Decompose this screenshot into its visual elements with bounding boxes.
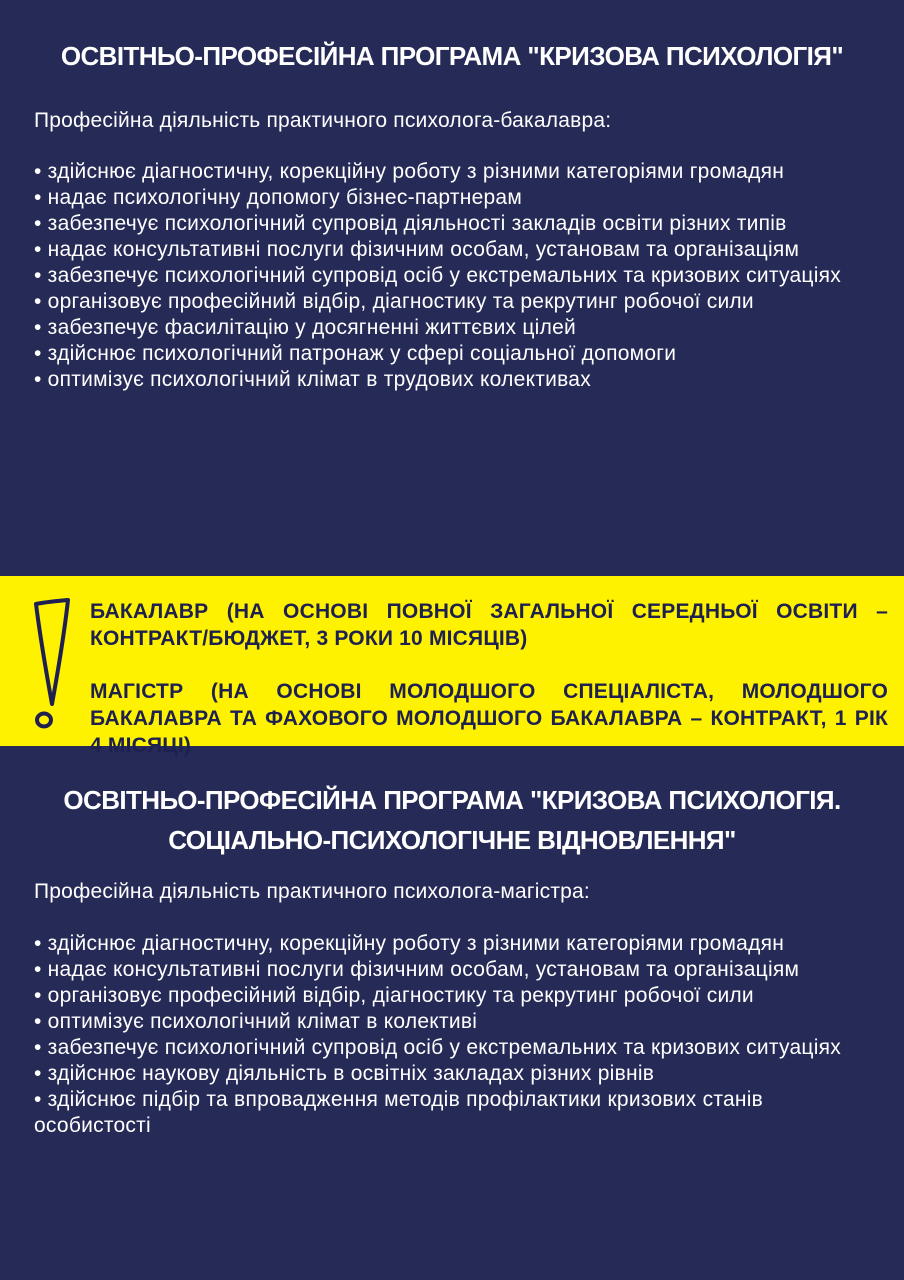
bachelor-duties-list xyxy=(34,159,884,393)
list-item: • забезпечує психологічний супровід діяльності закладів освіти різних типів xyxy=(34,212,787,235)
exclamation-icon xyxy=(28,596,76,736)
master-section xyxy=(0,746,904,1280)
list-item: • здійснює наукову діяльність в освітніх закладах різних рівнів xyxy=(34,1062,655,1085)
list-item: • оптимізує психологічний клімат в трудових колективах xyxy=(34,368,591,391)
list-item: • забезпечує фасилітацію у досягненні життєвих цілей xyxy=(34,316,576,339)
list-item: • надає консультативні послуги фізичним особам, установам та організаціям xyxy=(34,958,800,981)
list-item: • здійснює психологічний патронаж у сфері соціальної допомоги xyxy=(34,342,677,365)
list-item: • надає консультативні послуги фізичним особам, установам та організаціям xyxy=(34,238,800,261)
list-item: • оптимізує психологічний клімат в колективі xyxy=(34,1010,478,1033)
bachelor-study-form: БАКАЛАВР (НА ОСНОВІ ПОВНОЇ ЗАГАЛЬНОЇ СЕРЕДНЬОЇ ОСВІТИ – КОНТРАКТ/БЮДЖЕТ, 3 РОКИ 10 МІСЯЦІВ) xyxy=(90,600,888,650)
master-program-title: ОСВІТНЬО-ПРОФЕСІЙНА ПРОГРАМА "КРИЗОВА ПСИХОЛОГІЯ. СОЦІАЛЬНО-ПСИХОЛОГІЧНЕ ВІДНОВЛЕННЯ" xyxy=(63,785,841,855)
list-item: • забезпечує психологічний супровід осіб у екстремальних та кризових ситуаціях xyxy=(34,264,841,287)
list-item: • забезпечує психологічний супровід осіб у екстремальних та кризових ситуаціях xyxy=(34,1036,841,1059)
bachelor-intro: Професійна діяльність практичного психолога-бакалавра: xyxy=(34,109,612,132)
bachelor-section xyxy=(0,0,904,576)
master-duties-list xyxy=(34,931,884,1139)
master-intro: Професійна діяльність практичного психолога-магістра: xyxy=(34,880,590,903)
list-item: • здійснює підбір та впровадження методів профілактики кризових станів особистості xyxy=(34,1088,764,1137)
list-item: • здійснює діагностичну, корекційну роботу з різними категоріями громадян xyxy=(34,160,785,183)
list-item: • здійснює діагностичну, корекційну роботу з різними категоріями громадян xyxy=(34,932,785,955)
master-study-form: МАГІСТР (НА ОСНОВІ МОЛОДШОГО СПЕЦІАЛІСТА, МОЛОДШОГО БАКАЛАВРА ТА ФАХОВОГО МОЛОДШОГО БАКАЛАВРА – КОНТРАКТ, 1 РІК 4 МІСЯЦІ) xyxy=(90,680,888,757)
list-item: • організовує професійний відбір, діагностику та рекрутинг робочої сили xyxy=(34,290,754,313)
list-item: • надає психологічну допомогу бізнес-партнерам xyxy=(34,186,523,209)
bachelor-program-title: ОСВІТНЬО-ПРОФЕСІЙНА ПРОГРАМА "КРИЗОВА ПСИХОЛОГІЯ" xyxy=(60,41,844,71)
list-item: • організовує професійний відбір, діагностику та рекрутинг робочої сили xyxy=(34,984,754,1007)
study-forms-notice xyxy=(0,576,904,757)
